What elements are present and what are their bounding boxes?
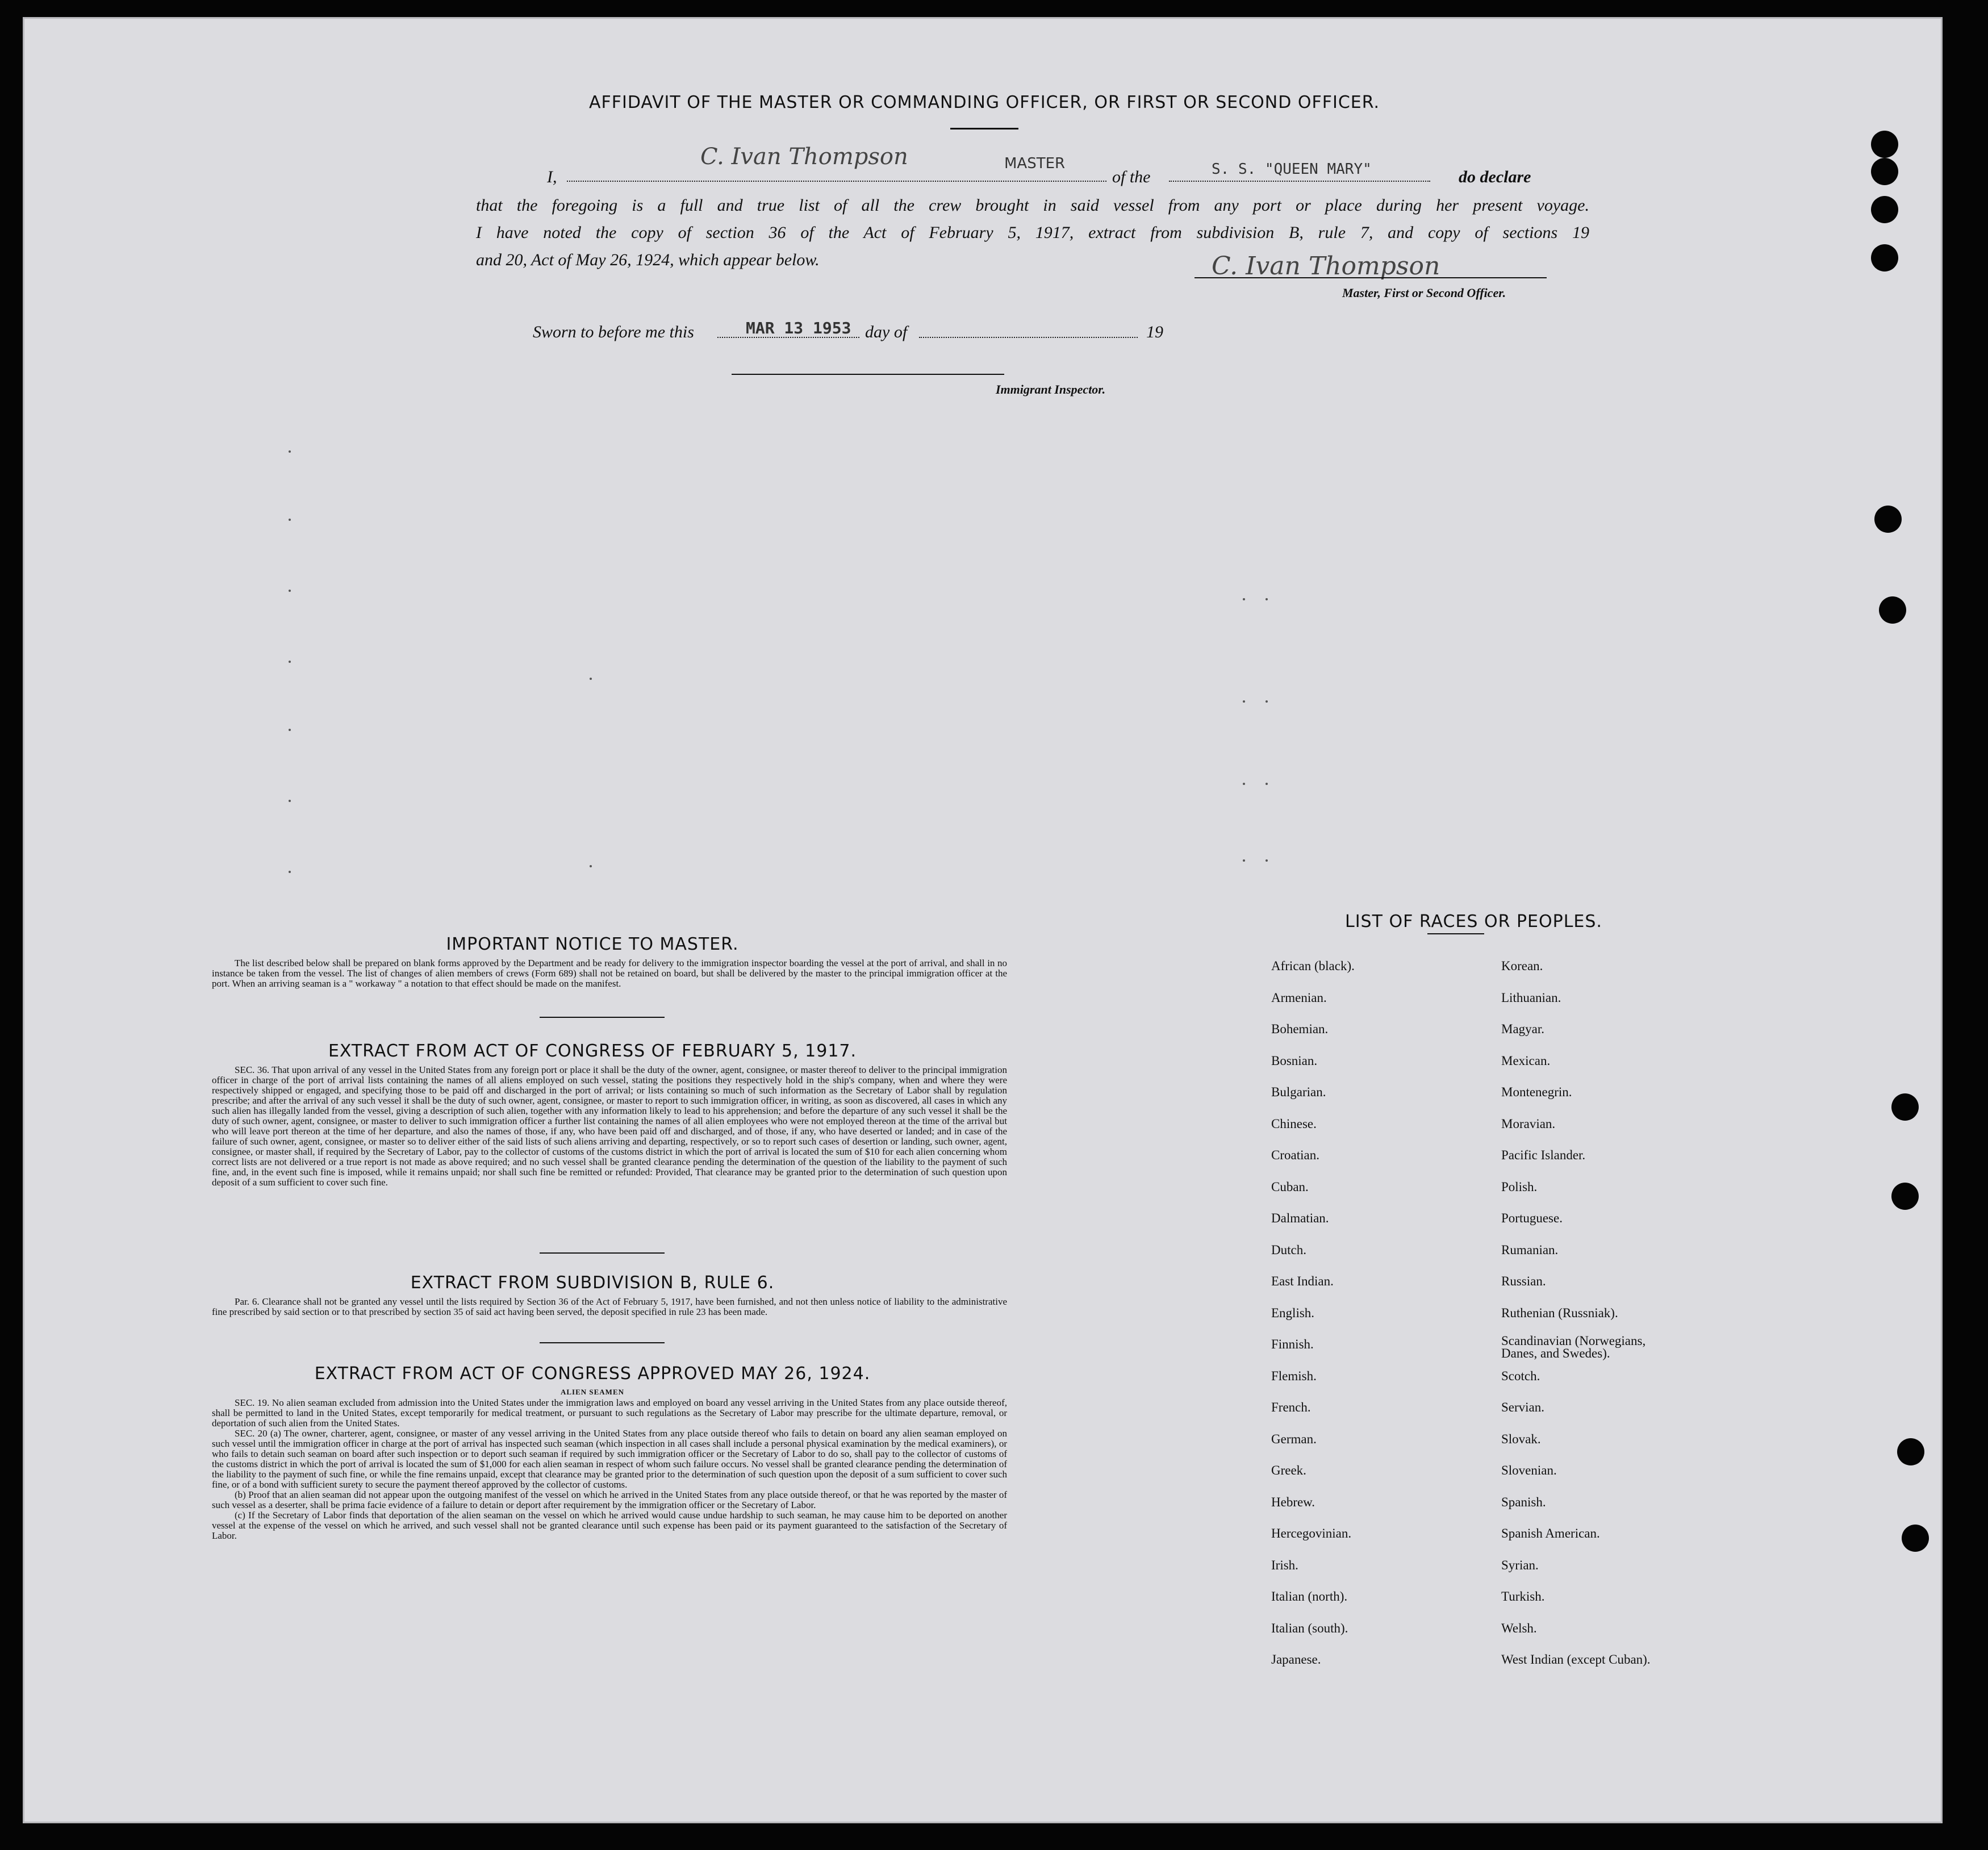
guide-dot — [289, 871, 291, 873]
guide-dot — [1243, 598, 1245, 600]
guide-dot — [289, 519, 291, 521]
race-item: Ruthenian (Russniak). — [1501, 1305, 1618, 1320]
binder-hole — [1879, 596, 1906, 624]
race-item: Armenian. — [1271, 990, 1327, 1005]
race-item: Polish. — [1501, 1179, 1538, 1194]
race-item: Spanish American. — [1501, 1526, 1600, 1540]
race-item: German. — [1271, 1431, 1317, 1446]
races-title: LIST OF RACES OR PEOPLES. — [1345, 912, 1602, 932]
extract-rule6-paragraph: Par. 6. Clearance shall not be granted any vessel until the lists required by Section 36 of the Act of February 5, 1917, have been furnished, and not then unless notice of liability to the administrative fine prescribed by said section or to that prescribed by section 35 of said act having been served, the deposit specified in rule 23 has been made. — [212, 1296, 1007, 1317]
guide-dot — [289, 661, 291, 663]
binder-hole — [1897, 1438, 1924, 1465]
binder-hole — [1891, 1093, 1919, 1121]
extract-1917-title: EXTRACT FROM ACT OF CONGRESS OF FEBRUARY 5, 1917. — [328, 1041, 857, 1061]
guide-dot — [289, 590, 291, 592]
inspector-caption: Immigrant Inspector. — [996, 382, 1106, 396]
race-item: Servian. — [1501, 1400, 1545, 1414]
extract-rule6-title: EXTRACT FROM SUBDIVISION B, RULE 6. — [410, 1273, 775, 1293]
race-item: Dalmatian. — [1271, 1211, 1329, 1225]
race-item: Korean. — [1501, 959, 1543, 973]
extract-rule6-divider — [540, 1342, 665, 1343]
race-item: Bohemian. — [1271, 1022, 1329, 1036]
affidavit-line4: and 20, Act of May 26, 1924, which appear below. — [476, 250, 820, 269]
notice-paragraph: The list described below shall be prepared on blank forms approved by the Department and be ready for delivery to the immigration inspector boarding the vessel at the port of arrival, and shall in no instance be taken from the vessel. The list of changes of alien members of crews (Form 689) shall not be retained on board, but shall be delivered by the master to the principal immigration officer at the port. When an arriving seaman is a " workaway " a notation to that effect should be made on the manifest. — [212, 958, 1007, 989]
extract-1924-text — [212, 1398, 1007, 1541]
vessel-name-stamp: S. S. "QUEEN MARY" — [1212, 161, 1372, 178]
sec20a-paragraph: SEC. 20 (a) The owner, charterer, agent, consignee, or master of any vessel arriving in the United States from any place outside thereof who fails to detain on board any alien seaman employed on such vessel until the immigration officer in charge at the port of arrival has inspected such seaman (which inspection in all cases shall include a personal physical examination by the medical examiners), or who fails to detain such seaman on board after such inspection or to deport such seaman if required by such immigration officer or the Secretary of Labor to do so, shall pay to the collector of customs of the customs district in which the port of arrival is located the sum of $1,000 for each alien seaman in respect of whom such failure occurs. No vessel shall be granted clearance pending the determination of the liability to the payment of such fine, or while the fine remains unpaid, except that clearance may be granted prior to the determination of such question upon the deposit of a sum sufficient to cover such fine, or of a bond with sufficient surety to secure the payment thereof approved by the collector of customs. — [212, 1428, 1007, 1490]
guide-dot — [1266, 598, 1268, 600]
notice-divider — [540, 1017, 665, 1018]
extract-1917-paragraph: SEC. 36. That upon arrival of any vessel in the United States from any foreign port or place it shall be the duty of the owner, agent, consignee, or master thereof to deliver to the principal immigration officer in charge of the port of arrival lists containing the names of all aliens employed on such vessel, stating the positions they respectively hold in the ship's company, when and where they were respectively shipped or engaged, and specifying those to be paid off and discharged in the port of arrival; or lists containing so much of such information as the Secretary of Labor shall by regulation prescribe; and after the arrival of any such vessel it shall be the duty of such owner, agent, consignee, or master to report to such immigration officer, in writing, as soon as discovered, all cases in which any such alien has illegally landed from the vessel, giving a description of such alien, together with any information likely to lead to his apprehension; and before the departure of any such vessel it shall be the duty of such owner, agent, consignee, or master to deliver to such immigration officer a further list containing the names of all alien employees who were not employed thereon at the time of the arrival but who will leave port thereon at the time of her departure, and also the names of those, if any, who have been paid off and discharged, and of those, if any, who have deserted or landed; and in case of the failure of such owner, agent, consignee, or master so to deliver either of the said lists of such aliens arriving and departing, respectively, or so to report such cases of desertion or landing, such owner, agent, consignee, or master shall, if required by the Secretary of Labor, pay to the collector of customs of the customs district in which the port of arrival is located the sum of $10 for each alien concerning whom correct lists are not delivered or a true report is not made as above required; and no such vessel shall be granted clearance pending the determination of the question of the liability to the payment of such fine, and, in the event such fine is imposed, while it remains unpaid; nor shall such fine be remitted or refunded: Provided, That clearance may be granted prior to the determination of such question upon deposit of a sum sufficient to cover such fine. — [212, 1064, 1007, 1188]
race-item: East Indian. — [1271, 1274, 1334, 1288]
sworn-month-field — [919, 337, 1138, 338]
guide-dot — [1266, 859, 1268, 862]
extract-rule6-text — [212, 1297, 1007, 1317]
notice-text — [212, 958, 1007, 989]
race-item: Croatian. — [1271, 1148, 1319, 1162]
race-item: Chinese. — [1271, 1116, 1317, 1131]
vessel-name-field — [1169, 181, 1430, 182]
race-item: Spanish. — [1501, 1494, 1546, 1509]
race-item: Rumanian. — [1501, 1242, 1559, 1257]
race-item: Cuban. — [1271, 1179, 1309, 1194]
race-item: Moravian. — [1501, 1116, 1556, 1131]
title-divider — [950, 128, 1018, 130]
race-item: Finnish. — [1271, 1337, 1314, 1351]
races-divider — [1427, 933, 1484, 934]
race-item: Mexican. — [1501, 1053, 1551, 1068]
race-item: French. — [1271, 1400, 1311, 1414]
affidavit-of-the: of the — [1112, 168, 1151, 186]
affidavit-title: AFFIDAVIT OF THE MASTER OR COMMANDING OFFICER, OR FIRST OR SECOND OFFICER. — [588, 93, 1380, 112]
race-item: Japanese. — [1271, 1652, 1321, 1667]
race-item: Lithuanian. — [1501, 990, 1561, 1005]
binder-hole — [1891, 1183, 1919, 1210]
extract-1917-divider — [540, 1252, 665, 1254]
extract-1917-text — [212, 1065, 1007, 1188]
extract-1924-subtitle: ALIEN SEAMEN — [560, 1388, 625, 1396]
inspector-line — [732, 374, 1004, 375]
binder-hole — [1871, 158, 1898, 185]
race-item: Italian (north). — [1271, 1589, 1348, 1603]
guide-dot — [1243, 700, 1245, 703]
race-item: Italian (south). — [1271, 1621, 1348, 1635]
binder-hole — [1871, 196, 1898, 223]
race-item: Slovak. — [1501, 1431, 1541, 1446]
race-item: Slovenian. — [1501, 1463, 1557, 1477]
master-name-field — [567, 181, 1106, 182]
race-item: Irish. — [1271, 1557, 1298, 1572]
race-item: West Indian (except Cuban). — [1501, 1652, 1651, 1667]
guide-dot — [1266, 783, 1268, 785]
signature-caption: Master, First or Second Officer. — [1342, 286, 1506, 300]
binder-hole — [1871, 244, 1898, 272]
sworn-date-stamp: MAR 13 1953 — [746, 319, 851, 337]
race-item: Dutch. — [1271, 1242, 1306, 1257]
document-page — [23, 17, 1943, 1823]
sworn-year: 19 — [1146, 323, 1163, 341]
race-item: Bosnian. — [1271, 1053, 1318, 1068]
race-item: Turkish. — [1501, 1589, 1545, 1603]
extract-1924-title: EXTRACT FROM ACT OF CONGRESS APPROVED MAY 26, 1924. — [314, 1364, 871, 1384]
race-item: Syrian. — [1501, 1557, 1539, 1572]
affidavit-line1-prefix: I, — [547, 168, 557, 186]
guide-dot — [1266, 700, 1268, 703]
binder-hole — [1902, 1525, 1929, 1552]
affidavit-do-declare: do declare — [1459, 168, 1531, 186]
race-item: English. — [1271, 1305, 1315, 1320]
race-item: Greek. — [1271, 1463, 1306, 1477]
guide-dot — [289, 729, 291, 731]
race-item: Scandinavian (Norwegians, Danes, and Swedes). — [1501, 1334, 1646, 1360]
sec20b-paragraph: (b) Proof that an alien seaman did not appear upon the outgoing manifest of the vessel on which he arrived in the United States from any place outside thereof, or that he was reported by the master of such vessel as a deserter, shall be prima facie evidence of a failure to detain or deport after requirement by the immigration officer or the Secretary of Labor. — [212, 1489, 1007, 1510]
master-stamp: MASTER — [1004, 155, 1066, 172]
affidavit-line2: that the foregoing is a full and true list of all the crew brought in said vessel from any port or place during her present voyage. — [476, 196, 1589, 215]
signature-line — [1195, 277, 1547, 278]
guide-dot — [590, 678, 592, 680]
race-item: Russian. — [1501, 1274, 1546, 1288]
race-item: Portuguese. — [1501, 1211, 1563, 1225]
race-item: Scotch. — [1501, 1368, 1540, 1383]
race-item: Welsh. — [1501, 1621, 1537, 1635]
guide-dot — [1243, 783, 1245, 785]
sworn-prefix: Sworn to before me this — [533, 323, 694, 341]
guide-dot — [590, 865, 592, 867]
master-signature: C. Ivan Thompson — [1212, 252, 1440, 281]
master-signature-top: C. Ivan Thompson — [700, 144, 908, 170]
race-item: Pacific Islander. — [1501, 1148, 1586, 1162]
binder-hole — [1874, 506, 1902, 533]
race-item: Hercegovinian. — [1271, 1526, 1352, 1540]
race-item: Bulgarian. — [1271, 1085, 1326, 1099]
race-item: Montenegrin. — [1501, 1085, 1572, 1099]
binder-hole — [1871, 131, 1898, 158]
race-item: African (black). — [1271, 959, 1355, 973]
race-item: Flemish. — [1271, 1368, 1317, 1383]
sworn-day-of: day of — [865, 323, 908, 341]
guide-dot — [289, 800, 291, 802]
race-item: Magyar. — [1501, 1022, 1545, 1036]
guide-dot — [289, 450, 291, 453]
affidavit-line3: I have noted the copy of section 36 of the Act of February 5, 1917, extract from subdivision B, rule 7, and copy of sections 19 — [476, 223, 1589, 242]
guide-dot — [1243, 859, 1245, 862]
sec19-paragraph: SEC. 19. No alien seaman excluded from admission into the United States under the immigration laws and employed on board any vessel arriving in the United States from any place outside thereof, shall be permitted to land in the United States, except temporarily for medical treatment, or pursuant to such regulations as the Secretary of Labor may prescribe for the ultimate departure, removal, or deportation of such alien from the United States. — [212, 1397, 1007, 1429]
sec20c-paragraph: (c) If the Secretary of Labor finds that deportation of the alien seaman on the vessel on which he arrived would cause undue hardship to such seaman, he may cause him to be deported on another vessel at the expense of the vessel on which he arrived, and such vessel shall not be granted clearance until such expense has been paid or its payment guaranteed to the satisfaction of the Secretary of Labor. — [212, 1510, 1007, 1541]
race-item: Hebrew. — [1271, 1494, 1315, 1509]
notice-title: IMPORTANT NOTICE TO MASTER. — [446, 934, 739, 954]
